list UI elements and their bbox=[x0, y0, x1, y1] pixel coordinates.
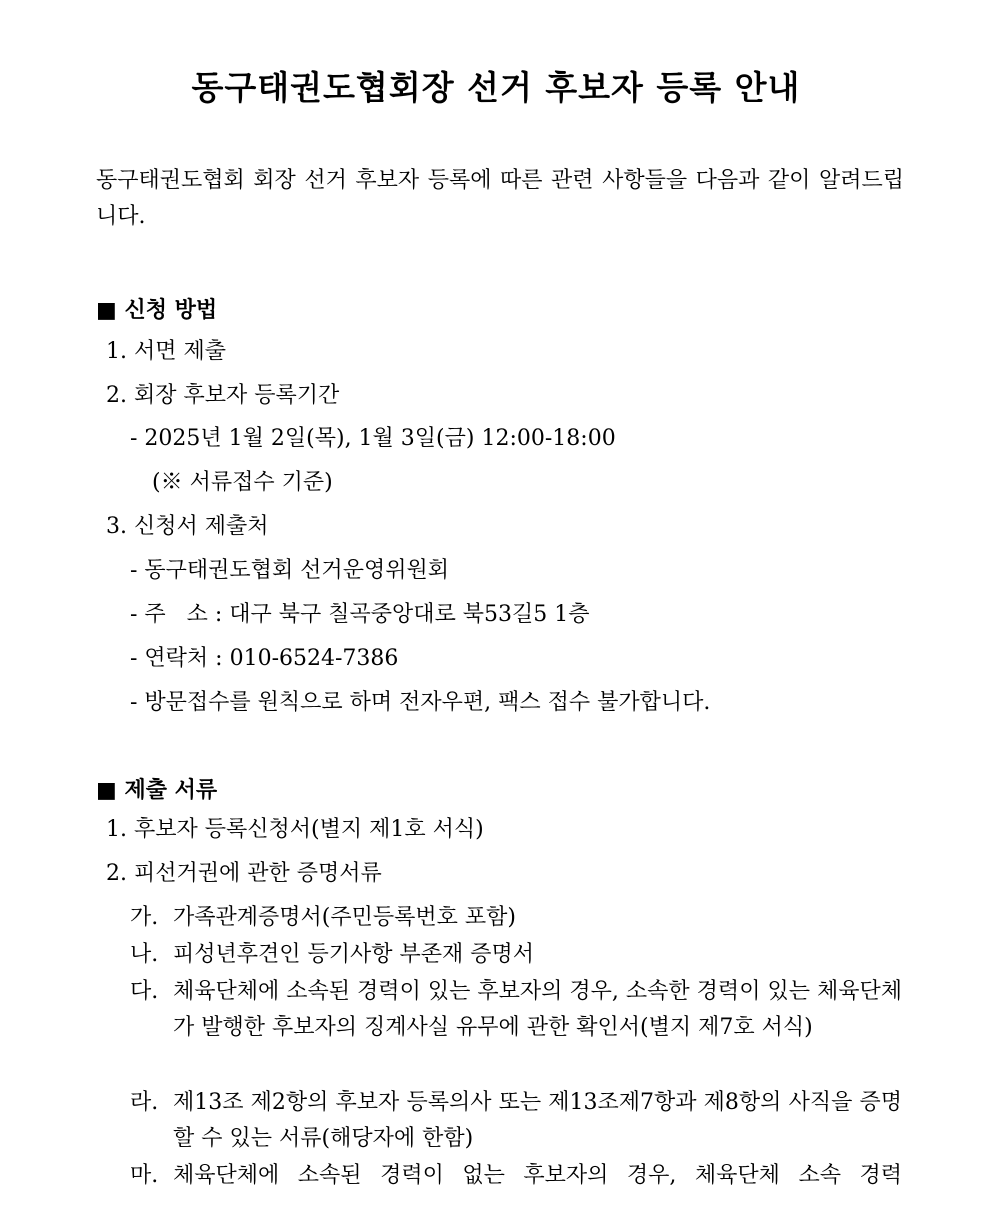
intro-paragraph: 동구태권도협회 회장 선거 후보자 등록에 따른 관련 사항들을 다음과 같이 알려드립니다. bbox=[96, 168, 904, 229]
sub-item-marker: 가. bbox=[130, 905, 159, 930]
sub-item-marker: 나. bbox=[130, 942, 159, 967]
sub-item-ga bbox=[130, 900, 902, 936]
list-item-eligibility-documents: 2. 피선거권에 관한 증명서류 bbox=[106, 861, 382, 886]
list-item-registration-form: 1. 후보자 등록신청서(별지 제1호 서식) bbox=[106, 817, 484, 842]
sub-item-na bbox=[130, 937, 902, 973]
sub-item-text: 체육단체에 소속된 경력이 없는 후보자의 경우, 체육단체 소속 경력 bbox=[173, 1163, 902, 1188]
sub-item-marker: 마. bbox=[130, 1163, 159, 1188]
sub-item-ma bbox=[130, 1158, 902, 1194]
section-heading-required-documents: ■ 제출 서류 bbox=[96, 778, 218, 803]
sub-item-marker: 라. bbox=[130, 1090, 159, 1115]
sub-item-marker: 다. bbox=[130, 979, 159, 1004]
section-heading-application-method: ■ 신청 방법 bbox=[96, 298, 218, 323]
document-title: 동구태권도협회장 선거 후보자 등록 안내 bbox=[191, 68, 801, 107]
sub-item-text: 제13조 제2항의 후보자 등록의사 또는 제13조제7항과 제8항의 사직을 증명할 수 있는 서류(해당자에 한함) bbox=[173, 1090, 902, 1151]
list-item-registration-period: 2. 회장 후보자 등록기간 bbox=[106, 383, 340, 408]
registration-period-dates: - 2025년 1월 2일(목), 1월 3일(금) 12:00-18:00 bbox=[130, 426, 616, 451]
submission-note: - 방문접수를 원칙으로 하며 전자우편, 팩스 접수 불가합니다. bbox=[130, 690, 711, 715]
sub-item-text: 가족관계증명서(주민등록번호 포함) bbox=[173, 905, 516, 930]
sub-item-text: 체육단체에 소속된 경력이 있는 후보자의 경우, 소속한 경력이 있는 체육단체가 발행한 후보자의 징계사실 유무에 관한 확인서(별지 제7호 서식) bbox=[173, 979, 902, 1040]
submission-organization: - 동구태권도협회 선거운영위원회 bbox=[130, 558, 449, 583]
submission-phone: - 연락처 : 010-6524-7386 bbox=[130, 646, 399, 671]
list-item-written-submission: 1. 서면 제출 bbox=[106, 339, 226, 364]
sub-item-ra bbox=[130, 1085, 902, 1157]
sub-item-da bbox=[130, 974, 902, 1046]
sub-item-text: 피성년후견인 등기사항 부존재 증명서 bbox=[173, 942, 535, 967]
list-item-submission-place: 3. 신청서 제출처 bbox=[106, 514, 269, 539]
submission-address: - 주 소 : 대구 북구 칠곡중앙대로 북53길5 1층 bbox=[130, 602, 590, 627]
registration-period-note: (※ 서류접수 기준) bbox=[152, 470, 333, 495]
